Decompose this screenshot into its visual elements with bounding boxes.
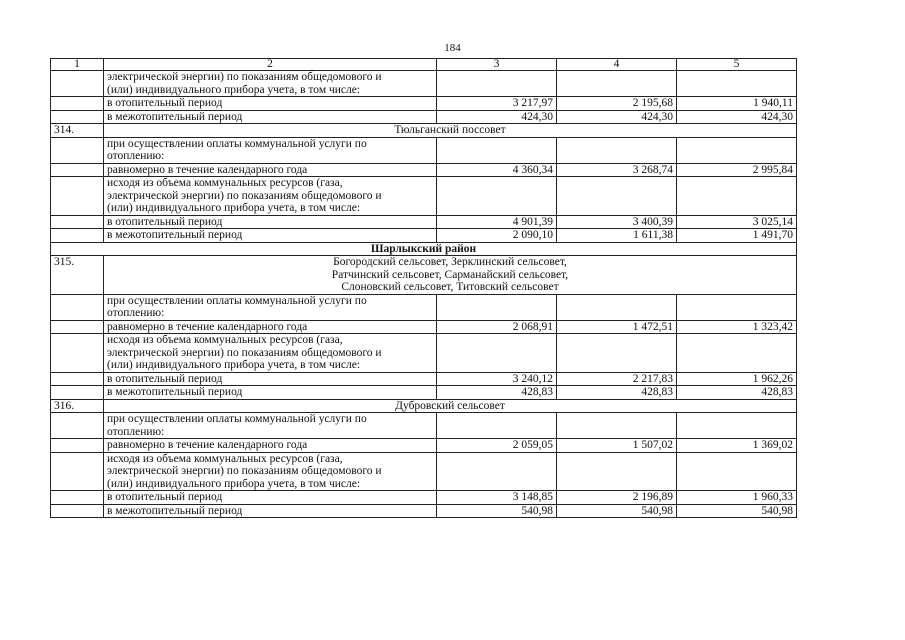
value-cell-4: 1 611,38 <box>557 229 677 243</box>
index-cell <box>51 386 104 400</box>
value-cell-3: 3 148,85 <box>437 491 557 505</box>
table-row <box>51 177 797 216</box>
index-cell <box>51 372 104 386</box>
table-row <box>51 256 797 295</box>
table-row <box>51 439 797 453</box>
value-cell-empty <box>557 452 677 491</box>
value-cell-5: 1 323,42 <box>677 320 797 334</box>
value-cell-5: 428,83 <box>677 386 797 400</box>
value-cell-empty <box>677 334 797 373</box>
table-row <box>51 229 797 243</box>
index-cell <box>51 334 104 373</box>
value-cell-5: 1 369,02 <box>677 439 797 453</box>
value-cell-4: 2 217,83 <box>557 372 677 386</box>
description-line: (или) индивидуального прибора учета, в том числе: <box>107 359 361 371</box>
value-cell-4: 428,83 <box>557 386 677 400</box>
value-cell-4: 540,98 <box>557 504 677 518</box>
value-cell-3: 2 059,05 <box>437 439 557 453</box>
value-cell-4: 2 195,68 <box>557 97 677 111</box>
value-cell-4: 2 196,89 <box>557 491 677 505</box>
index-cell <box>51 110 104 124</box>
description-line: исходя из объема коммунальных ресурсов (газа, <box>107 334 343 346</box>
description-cell <box>104 177 437 216</box>
index-cell <box>51 215 104 229</box>
value-cell-5: 1 962,26 <box>677 372 797 386</box>
value-cell-5: 1 960,33 <box>677 491 797 505</box>
description-line: (или) индивидуального прибора учета, в том числе: <box>107 477 361 490</box>
row-label: в отопительный период <box>104 372 437 386</box>
index-cell <box>51 137 104 163</box>
value-cell-empty <box>677 71 797 97</box>
entity-title <box>104 256 797 295</box>
value-cell-empty <box>557 137 677 163</box>
table-row <box>51 97 797 111</box>
row-label: в отопительный период <box>104 215 437 229</box>
page-number: 184 <box>444 42 461 54</box>
value-cell-5: 1 491,70 <box>677 229 797 243</box>
index-cell <box>51 320 104 334</box>
index-cell <box>51 177 104 216</box>
value-cell-3: 3 217,97 <box>437 97 557 111</box>
row-label: в межотопительный период <box>104 504 437 518</box>
row-index: 315. <box>51 256 104 295</box>
description-cell <box>104 413 437 439</box>
header-cell-2: 2 <box>104 59 437 71</box>
row-label: равномерно в течение календарного года <box>104 320 437 334</box>
tariff-table <box>50 58 797 518</box>
table-row <box>51 71 797 97</box>
value-cell-empty <box>677 452 797 491</box>
value-cell-empty <box>437 413 557 439</box>
header-cell-4: 4 <box>557 59 677 71</box>
description-line: отоплению: <box>107 307 165 319</box>
row-index: 316. <box>51 399 104 413</box>
index-cell <box>51 491 104 505</box>
table-row <box>51 452 797 491</box>
value-cell-3: 540,98 <box>437 504 557 518</box>
description-line: при осуществлении оплаты коммунальной услуги по <box>107 294 367 307</box>
table-row <box>51 399 797 413</box>
value-cell-4: 3 400,39 <box>557 215 677 229</box>
value-cell-empty <box>557 177 677 216</box>
table-row <box>51 413 797 439</box>
value-cell-empty <box>557 294 677 320</box>
row-label: равномерно в течение календарного года <box>104 163 437 177</box>
header-cell-1: 1 <box>51 59 104 71</box>
value-cell-empty <box>437 452 557 491</box>
table-row <box>51 242 797 256</box>
value-cell-4: 1 507,02 <box>557 439 677 453</box>
value-cell-empty <box>437 177 557 216</box>
value-cell-empty <box>677 177 797 216</box>
header-row <box>51 59 797 71</box>
table-row <box>51 124 797 138</box>
value-cell-3: 2 068,91 <box>437 320 557 334</box>
table-row <box>51 372 797 386</box>
row-label: в отопительный период <box>104 97 437 111</box>
description-cell <box>104 294 437 320</box>
table-row <box>51 294 797 320</box>
table-row <box>51 163 797 177</box>
value-cell-5: 424,30 <box>677 110 797 124</box>
entity-title <box>104 124 797 138</box>
value-cell-empty <box>557 71 677 97</box>
entity-title <box>104 399 797 413</box>
index-cell <box>51 294 104 320</box>
value-cell-3: 3 240,12 <box>437 372 557 386</box>
row-label: в межотопительный период <box>104 110 437 124</box>
description-line: при осуществлении оплаты коммунальной услуги по <box>107 413 367 425</box>
table-body <box>51 71 797 518</box>
value-cell-empty <box>557 413 677 439</box>
value-cell-empty <box>677 294 797 320</box>
entity-title-line: Богородский сельсовет, Зерклинский сельсовет, <box>333 256 567 268</box>
description-line: при осуществлении оплаты коммунальной услуги по <box>107 137 367 150</box>
table-row <box>51 504 797 518</box>
description-line: (или) индивидуального прибора учета, в том числе: <box>107 83 361 96</box>
description-cell <box>104 452 437 491</box>
table-row <box>51 334 797 373</box>
value-cell-empty <box>437 137 557 163</box>
table-row <box>51 215 797 229</box>
index-cell <box>51 97 104 111</box>
value-cell-empty <box>557 334 677 373</box>
entity-title-line: Слоновский сельсовет, Титовский сельсовет <box>341 281 559 293</box>
value-cell-3: 428,83 <box>437 386 557 400</box>
value-cell-5: 540,98 <box>677 504 797 518</box>
entity-title-line: Ратчинский сельсовет, Сарманайский сельсовет, <box>331 268 569 281</box>
value-cell-4: 3 268,74 <box>557 163 677 177</box>
value-cell-3: 4 901,39 <box>437 215 557 229</box>
entity-title-line: Дубровский сельсовет <box>395 399 505 412</box>
value-cell-empty <box>677 137 797 163</box>
description-line: электрической энергии) по показаниям общедомового и <box>107 346 382 359</box>
index-cell <box>51 413 104 439</box>
value-cell-5: 2 995,84 <box>677 163 797 177</box>
value-cell-empty <box>437 334 557 373</box>
table-row <box>51 491 797 505</box>
description-line: исходя из объема коммунальных ресурсов (газа, <box>107 452 343 465</box>
value-cell-3: 2 090,10 <box>437 229 557 243</box>
row-label: в межотопительный период <box>104 229 437 243</box>
index-cell <box>51 504 104 518</box>
index-cell <box>51 452 104 491</box>
value-cell-4: 424,30 <box>557 110 677 124</box>
description-line: отоплению: <box>107 425 165 438</box>
index-cell <box>51 71 104 97</box>
index-cell <box>51 439 104 453</box>
index-cell <box>51 163 104 177</box>
table-row <box>51 110 797 124</box>
value-cell-5: 3 025,14 <box>677 215 797 229</box>
entity-title-line: Тюльганский поссовет <box>394 124 506 136</box>
description-cell <box>104 334 437 373</box>
value-cell-empty <box>437 71 557 97</box>
value-cell-5: 1 940,11 <box>677 97 797 111</box>
description-cell <box>104 71 437 97</box>
value-cell-empty <box>437 294 557 320</box>
row-label: равномерно в течение календарного года <box>104 439 437 453</box>
value-cell-3: 424,30 <box>437 110 557 124</box>
value-cell-3: 4 360,34 <box>437 163 557 177</box>
row-index: 314. <box>51 124 104 138</box>
table-row <box>51 386 797 400</box>
value-cell-4: 1 472,51 <box>557 320 677 334</box>
row-label: в отопительный период <box>104 491 437 505</box>
description-line: (или) индивидуального прибора учета, в том числе: <box>107 202 361 214</box>
table-row <box>51 137 797 163</box>
table-row <box>51 320 797 334</box>
value-cell-empty <box>677 413 797 439</box>
description-line: исходя из объема коммунальных ресурсов (газа, <box>107 177 343 189</box>
description-line: электрической энергии) по показаниям общедомового и <box>107 465 382 477</box>
header-cell-5: 5 <box>677 59 797 71</box>
description-line: отоплению: <box>107 150 165 162</box>
header-cell-3: 3 <box>437 59 557 71</box>
row-label: в межотопительный период <box>104 386 437 400</box>
description-line: электрической энергии) по показаниям общедомового и <box>107 189 382 202</box>
region-title: Шарлыкский район <box>51 242 797 256</box>
description-cell <box>104 137 437 163</box>
index-cell <box>51 229 104 243</box>
description-line: электрической энергии) по показаниям общедомового и <box>107 71 382 83</box>
